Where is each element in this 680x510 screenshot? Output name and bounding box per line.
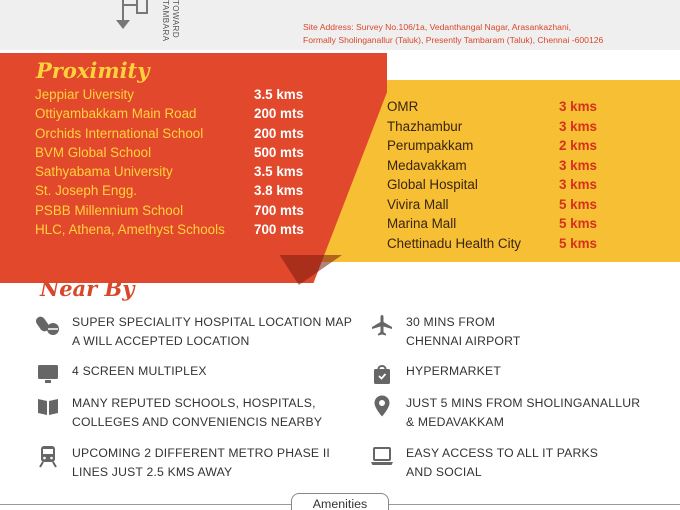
place-distance: 3 kms bbox=[559, 99, 597, 114]
place-name: Ottiyambakkam Main Road bbox=[35, 106, 197, 122]
nearby-title: Near By bbox=[40, 276, 135, 301]
place-name: Orchids International School bbox=[35, 125, 204, 141]
place-name: Thazhambur bbox=[387, 118, 463, 134]
feature-metro bbox=[36, 444, 330, 481]
laptop-icon bbox=[370, 444, 394, 468]
place-distance: 200 mts bbox=[254, 106, 304, 122]
feature-line1: SUPER SPECIALITY HOSPITAL LOCATION MAP bbox=[72, 315, 353, 329]
place-distance: 2 kms bbox=[559, 138, 597, 153]
amenities-divider-right bbox=[389, 504, 680, 505]
place-distance: 700 mts bbox=[254, 222, 304, 238]
location-pin-icon bbox=[370, 394, 394, 418]
toward-tambaram-label: TOWARD TAMBARA bbox=[161, 0, 180, 42]
feature-hospital bbox=[36, 313, 352, 350]
train-icon bbox=[36, 444, 60, 468]
proximity-title: Proximity bbox=[36, 58, 150, 83]
feature-line1: MANY REPUTED SCHOOLS, HOSPITALS, bbox=[72, 396, 316, 410]
place-distance: 500 mts bbox=[254, 144, 304, 160]
place-name: Marina Mall bbox=[387, 216, 457, 231]
place-distance: 5 kms bbox=[559, 235, 597, 251]
feature-line2: & MEDAVAKKAM bbox=[406, 414, 505, 429]
feature-hypermarket bbox=[370, 362, 501, 386]
site-address-label: Site Address: bbox=[303, 22, 354, 32]
place-name: BVM Global School bbox=[35, 144, 152, 160]
feature-line1: JUST 5 MINS FROM SHOLINGANALLUR bbox=[406, 396, 641, 410]
place-name: Global Hospital bbox=[387, 177, 478, 192]
place-distance: 200 mts bbox=[254, 125, 304, 141]
place-name: Jeppiar Uiversity bbox=[35, 87, 134, 102]
feature-line2: CHENNAI AIRPORT bbox=[406, 333, 521, 348]
amenities-divider-left bbox=[0, 504, 291, 505]
place-distance: 3.8 kms bbox=[254, 183, 304, 199]
feature-line1: HYPERMARKET bbox=[406, 364, 501, 378]
site-address-line2: Formally Sholinganallur (Taluk), Presently Tambaram (Taluk), Chennai -600126 bbox=[303, 35, 604, 45]
feature-line1: EASY ACCESS TO ALL IT PARKS bbox=[406, 446, 599, 460]
feature-schools bbox=[36, 394, 322, 431]
place-distance: 700 mts bbox=[254, 202, 304, 218]
book-icon bbox=[36, 394, 60, 418]
site-address bbox=[303, 21, 663, 47]
feature-line2: A WILL ACCEPTED LOCATION bbox=[72, 333, 250, 348]
place-name: PSBB Millennium School bbox=[35, 202, 184, 218]
shopping-bag-icon bbox=[370, 362, 394, 386]
feature-line2: AND SOCIAL bbox=[406, 464, 482, 479]
place-distance: 5 kms bbox=[559, 216, 597, 231]
place-distance: 3 kms bbox=[559, 157, 597, 173]
place-name: Sathyabama University bbox=[35, 164, 173, 180]
site-address-line1: Survey No.106/1a, Vedanthangal Nagar, Arasankazhani, bbox=[356, 22, 572, 32]
place-name: OMR bbox=[387, 99, 419, 114]
map-arrow-icon bbox=[116, 20, 130, 29]
feature-sholinganallur bbox=[370, 394, 640, 431]
pills-icon bbox=[36, 313, 60, 337]
feature-line2: LINES JUST 2.5 KMS AWAY bbox=[72, 464, 233, 479]
map-building-icon bbox=[136, 0, 148, 14]
feature-line1: 30 MINS FROM bbox=[406, 315, 496, 329]
place-distance: 3 kms bbox=[559, 118, 597, 134]
feature-line1: 4 SCREEN MULTIPLEX bbox=[72, 364, 207, 378]
place-name: St. Joseph Engg. bbox=[35, 183, 137, 199]
place-distance: 3.5 kms bbox=[254, 164, 304, 180]
place-name: Vivira Mall bbox=[387, 196, 449, 212]
feature-line2: COLLEGES AND CONVENIENCIS NEARBY bbox=[72, 414, 323, 429]
monitor-icon bbox=[36, 362, 60, 386]
feature-line1: UPCOMING 2 DIFFERENT METRO PHASE II bbox=[72, 446, 330, 460]
place-name: HLC, Athena, Amethyst Schools bbox=[35, 222, 225, 238]
feature-it-parks bbox=[370, 444, 598, 481]
airplane-icon bbox=[370, 313, 394, 337]
place-name: Medavakkam bbox=[387, 157, 467, 173]
place-distance: 3.5 kms bbox=[254, 87, 304, 102]
place-name: Perumpakkam bbox=[387, 138, 474, 153]
map-road-branch bbox=[123, 4, 137, 6]
place-distance: 3 kms bbox=[559, 177, 597, 192]
feature-airport bbox=[370, 313, 521, 350]
place-name: Chettinadu Health City bbox=[387, 235, 521, 251]
place-distance: 5 kms bbox=[559, 196, 597, 212]
amenities-heading: Amenities bbox=[291, 493, 389, 510]
feature-multiplex bbox=[36, 362, 207, 386]
